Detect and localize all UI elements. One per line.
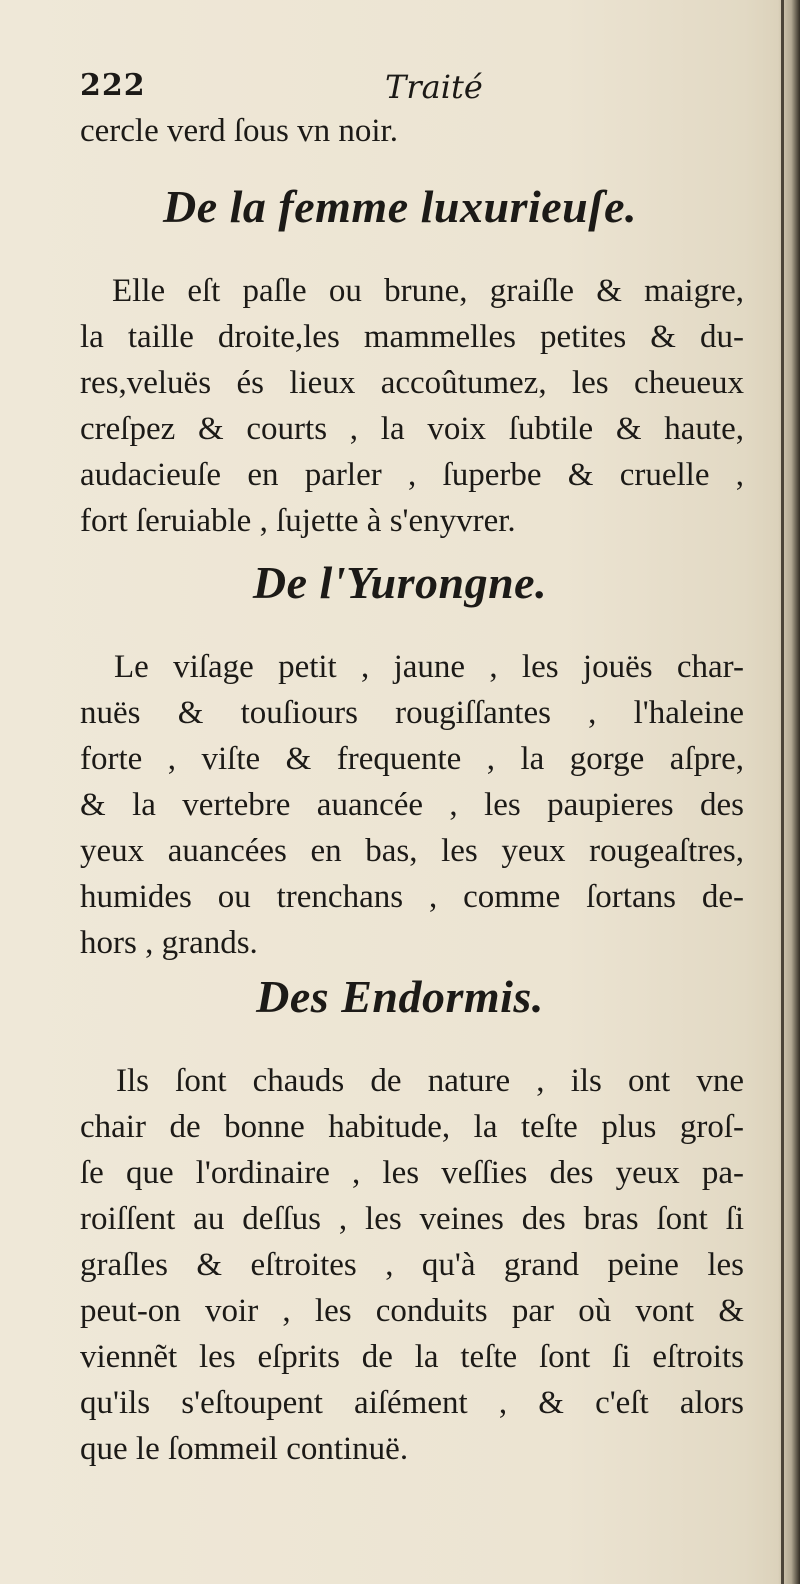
text-line: yeux auancées en bas, les yeux rougeaſtres, (80, 833, 744, 869)
section-heading-endormis: Des Endormis. (256, 971, 544, 1022)
running-header (80, 68, 760, 108)
text-line: viennẽt les eſprits de la teſte ſont ſi eſtroits (80, 1339, 744, 1375)
section-heading-femme-luxurieuse: De la femme luxurieuſe. (163, 181, 637, 232)
text-line: Le viſage petit , jaune , les jouës char- (114, 649, 744, 685)
text-line: hors , grands. (80, 925, 258, 961)
continuation-line: cercle verd ſous vn noir. (80, 113, 398, 149)
running-title: Traité (385, 68, 483, 106)
text-line: ſe que l'ordinaire , les veſſies des yeux pa- (80, 1155, 744, 1191)
text-line: res,veluës és lieux accoûtumez, les cheueux (80, 365, 744, 401)
text-line: roiſſent au deſſus , les veines des bras ſont ſi (80, 1201, 744, 1237)
text-line: & la vertebre auancée , les paupieres des (80, 787, 744, 823)
section-heading-yurongne: De l'Yurongne. (252, 557, 548, 608)
text-line: que le ſommeil continuë. (80, 1431, 409, 1467)
page-number: 222 (80, 68, 146, 103)
text-line: audacieuſe en parler , ſuperbe & cruelle , (80, 457, 744, 493)
text-line: chair de bonne habitude, la teſte plus groſ- (80, 1109, 744, 1145)
text-line: nuës & touſiours rougiſſantes , l'haleine (80, 695, 744, 731)
text-line: Ils ſont chauds de nature , ils ont vne (116, 1063, 744, 1099)
text-line: forte , viſte & frequente , la gorge aſpre, (80, 741, 744, 777)
text-line: la taille droite,les mammelles petites & du- (80, 319, 744, 355)
text-line: Elle eſt paſle ou brune, graiſle & maigre, (112, 273, 744, 309)
text-line: fort ſeruiable , ſujette à s'enyvrer. (80, 503, 516, 539)
text-line: qu'ils s'eſtoupent aiſément , & c'eſt alors (80, 1385, 744, 1421)
text-line: graſles & eſtroites , qu'à grand peine les (80, 1247, 744, 1283)
text-line: peut-on voir , les conduits par où vont & (80, 1293, 744, 1329)
text-line: creſpez & courts , la voix ſubtile & haute, (80, 411, 744, 447)
text-line: humides ou trenchans , comme ſortans de- (80, 879, 744, 915)
page-edge (781, 0, 784, 1584)
